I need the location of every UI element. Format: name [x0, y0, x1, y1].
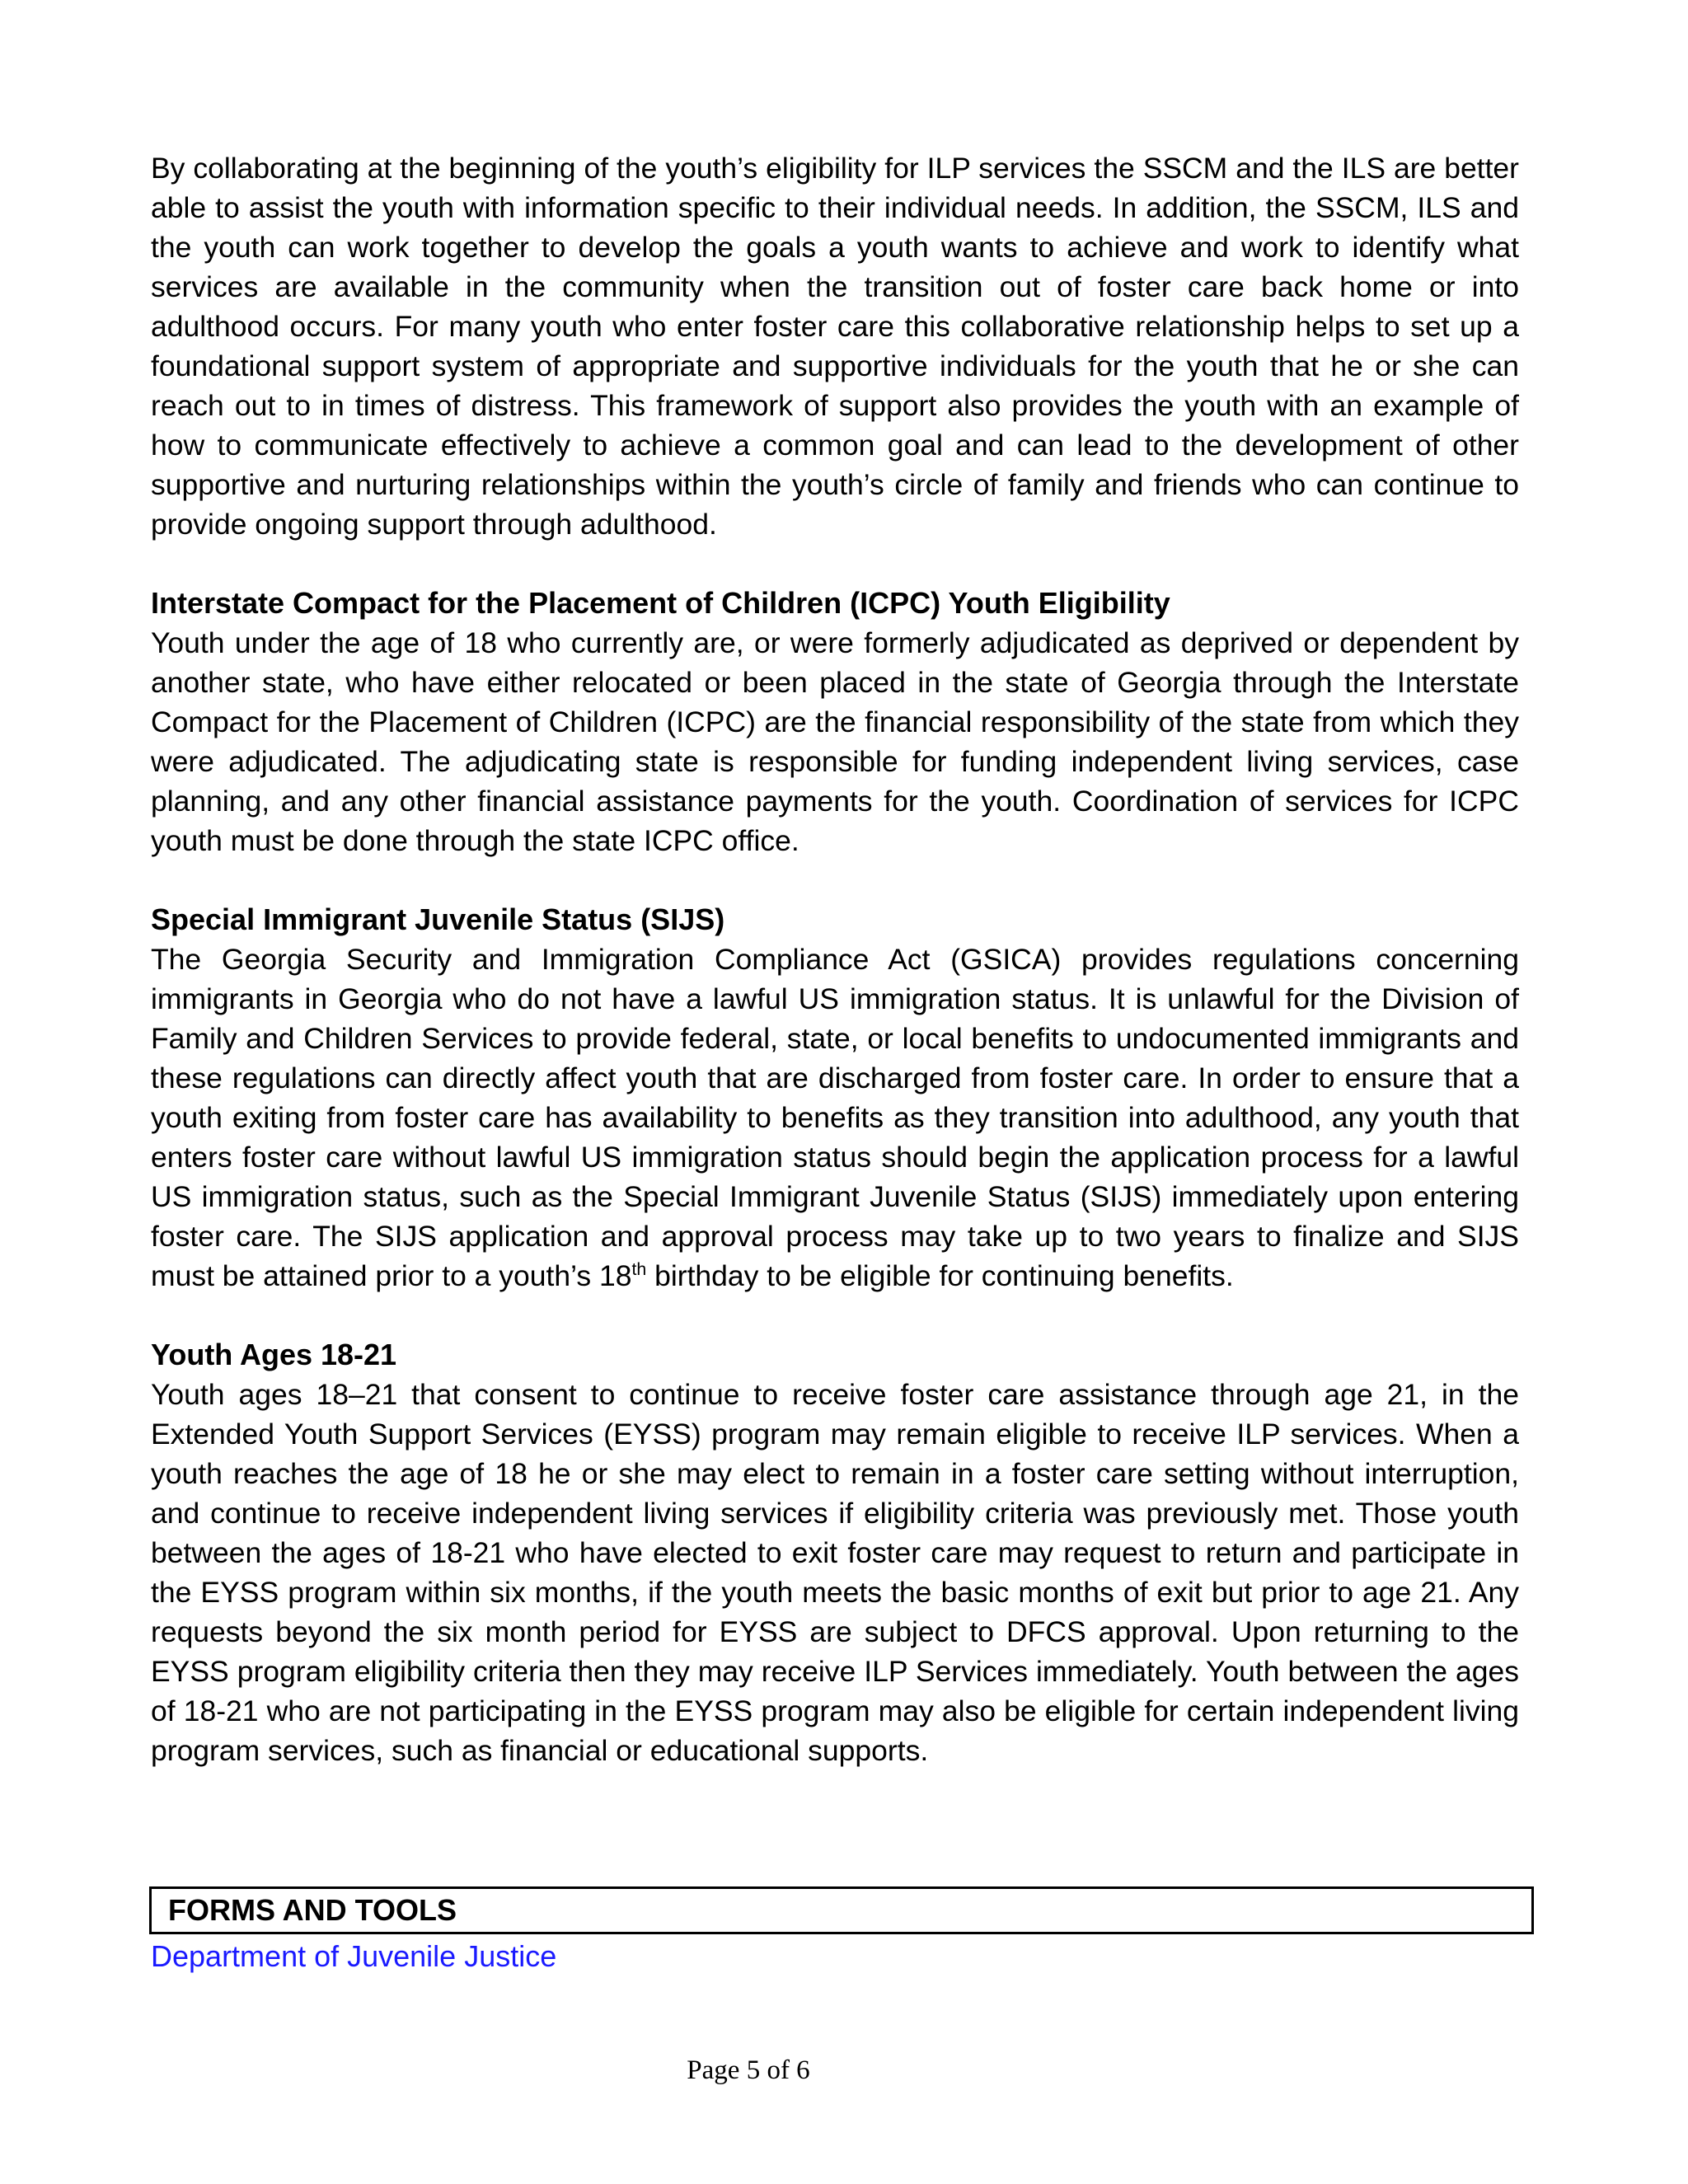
icpc-paragraph: Youth under the age of 18 who currently are, or were formerly adjudicated as deprived or dependent by another state, who have either relocated or been placed in the state of Georgia through the Interstate Compact for the Placement of Children (ICPC) are the financial responsibility of the state from which they were adjudicated. The adjudicating state is responsible for funding independent living services, case planning, and any other financial assistance payments for the youth. Coordination of services for ICPC youth must be done through the state ICPC office.	[151, 626, 1519, 857]
sijs-paragraph-part1: The Georgia Security and Immigration Compliance Act (GSICA) provides regulations concerning immigrants in Georgia who do not have a lawful US immigration status. It is unlawful for the Division of Family and Children Services to provide federal, state, or local benefits to undocumented immigrants and these regulations can directly affect youth that are discharged from foster care. In order to ensure that a youth exiting from foster care has availability to benefits as they transition into adulthood, any youth that enters foster care without lawful US immigration status should begin the application process for a lawful US immigration status, such as the Special Immigrant Juvenile Status (SIJS) immediately upon entering foster care. The SIJS application and approval process may take up to two years to finalize and SIJS must be attained prior to a youth’s 18	[151, 943, 1519, 1292]
icpc-heading: Interstate Compact for the Placement of Children (ICPC) Youth Eligibility	[151, 586, 1170, 620]
page-number: Page 5 of 6	[687, 2055, 810, 2085]
document-body	[151, 148, 1519, 1770]
forms-and-tools-title: FORMS AND TOOLS	[168, 1893, 457, 1927]
youth-ages-paragraph: Youth ages 18–21 that consent to continue to receive foster care assistance through age 21, in the Extended Youth Support Services (EYSS) program may remain eligible to receive ILP services. When a youth reaches the age of 18 he or she may elect to remain in a foster care setting without interruption, and continue to receive independent living services if eligibility criteria was previously met. Those youth between the ages of 18-21 who have elected to exit foster care may request to return and participate in the EYSS program within six months, if the youth meets the basic months of exit but prior to age 21. Any requests beyond the six month period for EYSS are subject to DFCS approval. Upon returning to the EYSS program eligibility criteria then they may receive ILP Services immediately. Youth between the ages of 18-21 who are not participating in the EYSS program may also be eligible for certain independent living program services, such as financial or educational supports.	[151, 1378, 1519, 1767]
sijs-heading: Special Immigrant Juvenile Status (SIJS)	[151, 902, 725, 936]
sijs-paragraph-part2: birthday to be eligible for continuing benefits.	[646, 1259, 1234, 1292]
section-gap	[151, 1296, 1519, 1335]
youth-ages-heading: Youth Ages 18-21	[151, 1338, 397, 1371]
intro-paragraph: By collaborating at the beginning of the youth’s eligibility for ILP services the SSCM and the ILS are better able to assist the youth with information specific to their individual needs. In addition, the SSCM, ILS and the youth can work together to develop the goals a youth wants to achieve and work to identify what services are available in the community when the transition out of foster care back home or into adulthood occurs. For many youth who enter foster care this collaborative relationship helps to set up a foundational support system of appropriate and supportive individuals for the youth that he or she can reach out to in times of distress. This framework of support also provides the youth with an example of how to communicate effectively to achieve a common goal and can lead to the development of other supportive and nurturing relationships within the youth’s circle of family and friends who can continue to provide ongoing support through adulthood.	[151, 152, 1519, 541]
section-gap	[151, 544, 1519, 583]
ordinal-superscript: th	[631, 1259, 647, 1280]
forms-and-tools-box	[149, 1886, 1534, 1934]
sijs-paragraph	[151, 940, 1519, 1296]
department-of-juvenile-justice-link[interactable]: Department of Juvenile Justice	[151, 1939, 557, 1973]
section-gap	[151, 860, 1519, 900]
